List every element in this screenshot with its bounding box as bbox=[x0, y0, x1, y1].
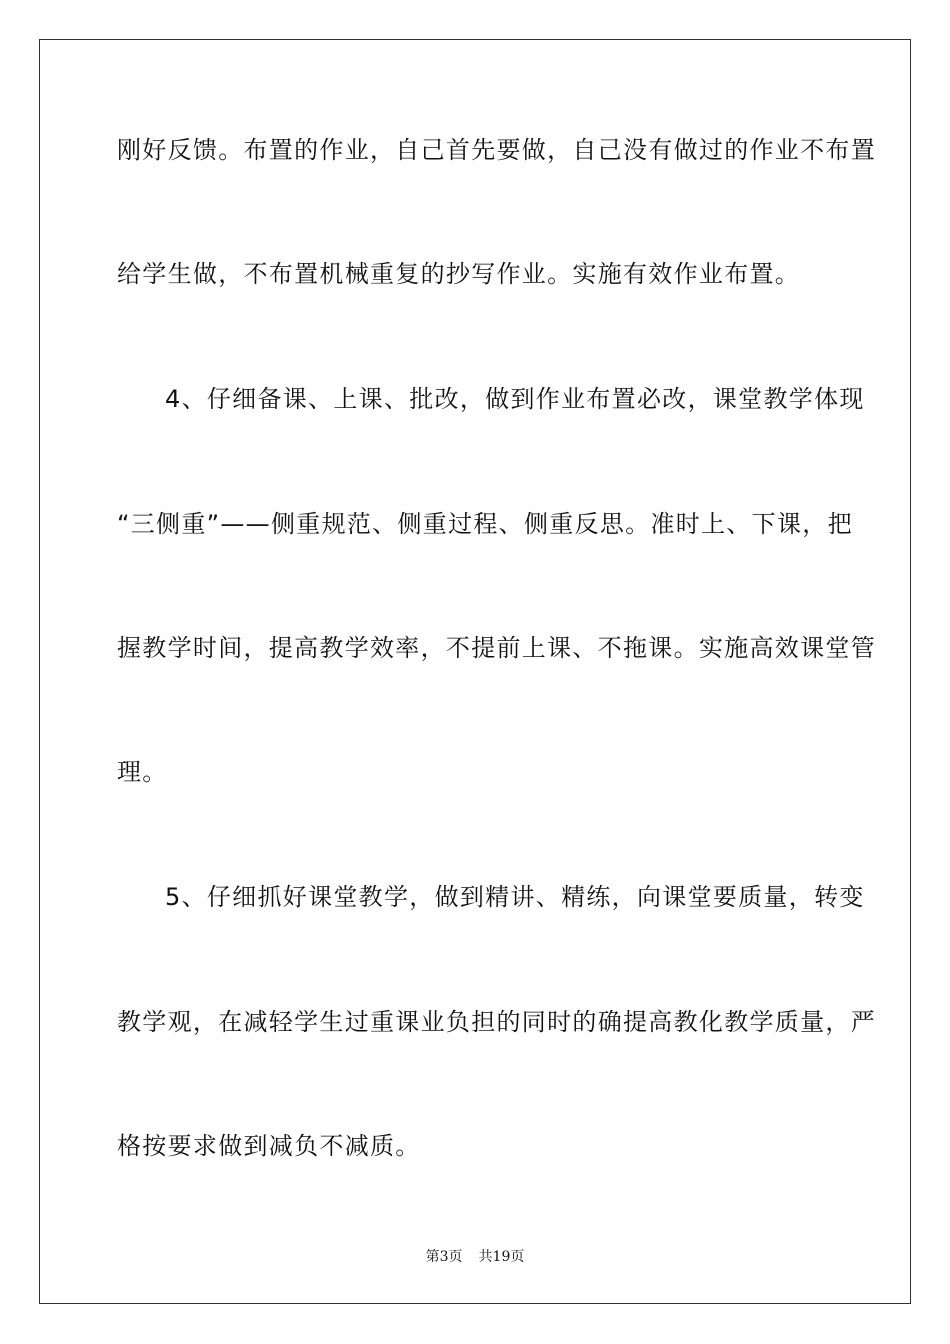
page-number: 第3页 bbox=[425, 1249, 463, 1265]
page-footer bbox=[0, 1248, 950, 1266]
paragraph-4-start: 4、仔细备课、上课、批改，做到作业布置必改，课堂教学体现 bbox=[165, 385, 865, 413]
text-line: 握教学时间，提高教学效率，不提前上课、不拖课。实施高效课堂管 bbox=[117, 634, 876, 662]
text-line: 格按要求做到减负不减质。 bbox=[117, 1132, 421, 1160]
text-line: 教学观，在减轻学生过重课业负担的同时的确提高教化教学质量，严 bbox=[117, 1008, 876, 1036]
text-line: “三侧重”——侧重规范、侧重过程、侧重反思。准时上、下课，把 bbox=[117, 510, 853, 538]
text-line: 给学生做，不布置机械重复的抄写作业。实施有效作业布置。 bbox=[117, 260, 801, 288]
page-total: 共19页 bbox=[478, 1249, 525, 1265]
paragraph-5-start: 5、仔细抓好课堂教学，做到精讲、精练，向课堂要质量，转变 bbox=[165, 883, 865, 911]
text-line: 刚好反馈。布置的作业，自己首先要做，自己没有做过的作业不布置 bbox=[117, 136, 876, 164]
page-border bbox=[39, 39, 911, 1304]
text-line: 理。 bbox=[117, 758, 168, 786]
